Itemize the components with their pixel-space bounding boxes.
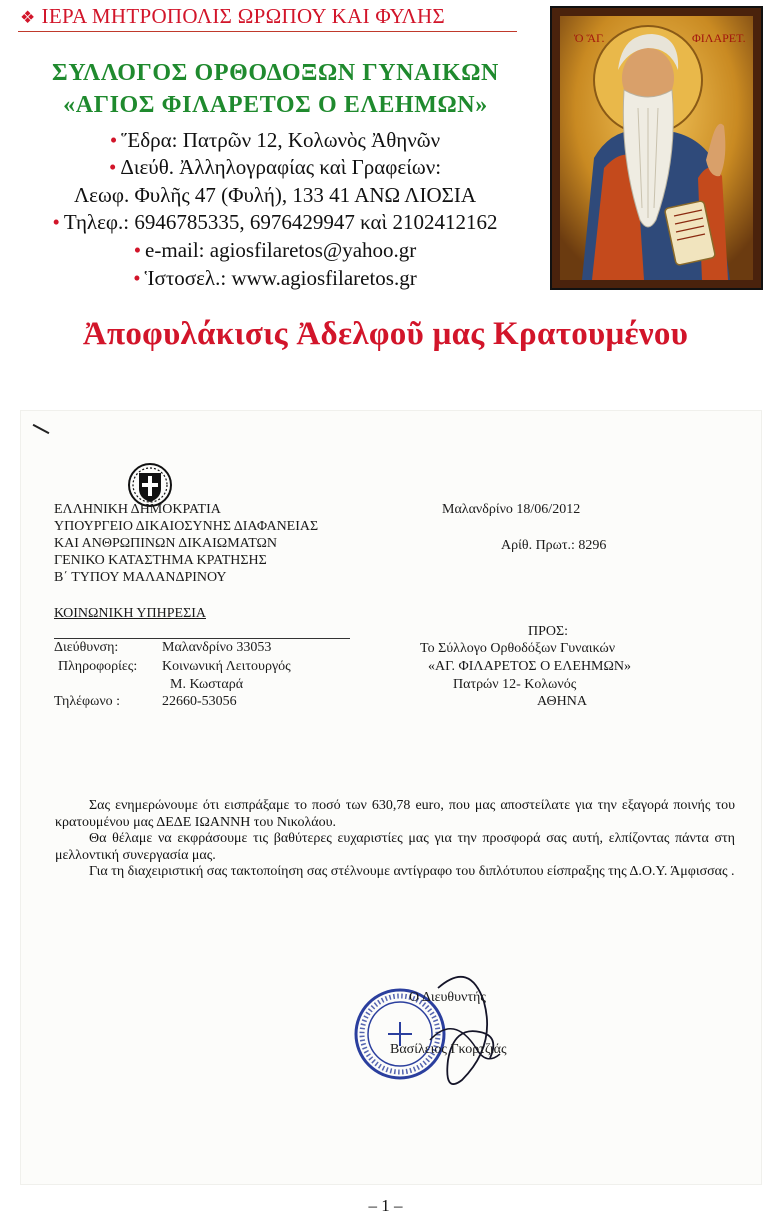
sender-line-3: ΚΑΙ ΑΝΘΡΩΠΙΝΩΝ ΔΙΚΑΙΩΜΑΤΩΝ [54, 536, 278, 551]
mail-office-label-line [0, 155, 550, 180]
association-name-line1: ΣΥΛΛΟΓΟΣ ΟΡΘΟΔΟΞΩΝ ΓΥΝΑΙΚΩΝ [52, 60, 499, 86]
icon-caption-left: Ὁ ἍΓ. [574, 31, 605, 45]
body-paragraph-2: Θα θέλαμε να εκφράσουμε τις βαθύτερες ευχαριστίες μας για την προσφορά σας αυτή, ελπίζοντας πάντα στη μελλοντική συνεργασία μας. [55, 831, 735, 863]
recipient-line-3: Πατρών 12- Κολωνός [453, 677, 577, 692]
association-name-line2: «ΑΓΙΟΣ ΦΙΛΑΡΕΤΟΣ Ο ΕΛΕΗΜΩΝ» [63, 92, 488, 118]
signature-title: Ο Διευθυντής [409, 990, 486, 1005]
sender-line-1: ΕΛΛΗΝΙΚΗ ΔΗΜΟΚΡΑΤΙΑ [54, 502, 221, 517]
social-service-heading: ΚΟΙΝΩΝΙΚΗ ΥΠΗΡΕΣΙΑ [54, 606, 206, 621]
bullet-icon: • [133, 238, 142, 262]
sender-line-4: ΓΕΝΙΚΟ ΚΑΤΑΣΤΗΜΑ ΚΡΑΤΗΣΗΣ [54, 553, 267, 568]
official-stamp-and-signature [350, 962, 520, 1097]
phone-label: Τηλέφωνο : [54, 694, 121, 709]
website-line [0, 266, 550, 291]
recipient-line-1: Το Σύλλογο Ορθοδόξων Γυναικών [420, 641, 616, 656]
seat-line [0, 128, 550, 153]
icon-caption-right: ΦΙΛΑΡΕΤ. [692, 31, 746, 45]
info-value: Κοινωνική Λειτουργός [162, 659, 291, 674]
mail-office-address: Λεωφ. Φυλῆς 47 (Φυλή), 133 41 ΑΝΩ ΛΙΟΣΙΑ [73, 183, 477, 207]
sender-divider [54, 638, 350, 639]
sender-line-5: Β΄ ΤΥΠΟΥ ΜΑΛΑΝΔΡΙΝΟΥ [54, 570, 227, 585]
phones-text: Τηλεφ.: 6946785335, 6976429947 καὶ 2102412162 [63, 210, 498, 234]
address-value: Μαλανδρίνο 33053 [162, 640, 272, 655]
phones-line [0, 210, 550, 235]
address-label: Διεύθυνση: [54, 640, 119, 655]
info-label: Πληροφορίες: [58, 659, 138, 674]
place-date: Μαλανδρίνο 18/06/2012 [442, 502, 581, 517]
recipient-line-4: ΑΘΗΝΑ [537, 694, 587, 709]
mail-office-label: Διεύθ. Ἀλληλογραφίας καὶ Γραφείων: [120, 155, 442, 179]
scanned-letter [20, 410, 762, 1185]
sender-line-2: ΥΠΟΥΡΓΕΙΟ ΔΙΚΑΙΟΣΥΝΗΣ ΔΙΑΦΑΝΕΙΑΣ [54, 519, 319, 534]
body-paragraph-1: Σας ενημερώνουμε ότι εισπράξαμε το ποσό των 630,78 euro, που μας αποστείλατε για την εξαγορά ποινής του κρατουμένου μας ΔΕΔΕ ΙΩΑΝΝΗ του Νικολάου. [55, 798, 735, 830]
body-paragraph-3: Για τη διαχειριστική σας τακτοποίηση σας στέλνουμε αντίγραφο του διπλότυπου είσπραξης της Δ.Ο.Υ. Άμφισσας . [89, 864, 735, 879]
saint-icon-image [550, 6, 763, 290]
stray-mark [33, 424, 50, 434]
signature-name: Βασίλειος Γκορτζιάς [390, 1042, 507, 1057]
letter-body [55, 798, 735, 881]
email-link[interactable]: e-mail: agiosfilaretos@yahoo.gr [145, 238, 417, 262]
email-line [0, 238, 550, 263]
protocol-number: Αρίθ. Πρωτ.: 8296 [501, 538, 607, 553]
metropolis-text: ΙΕΡΑ ΜΗΤΡΟΠΟΛΙΣ ΩΡΩΠΟΥ ΚΑΙ ΦΥΛΗΣ [41, 4, 446, 28]
bullet-icon: • [133, 266, 141, 290]
bullet-icon: • [52, 210, 60, 234]
info-name: Μ. Κωσταρά [170, 677, 244, 692]
to-label: ΠΡΟΣ: [528, 624, 569, 639]
saint-philaretos-icon [552, 8, 761, 288]
recipient-line-2: «ΑΓ. ΦΙΛΑΡΕΤΟΣ Ο ΕΛΕΗΜΩΝ» [428, 659, 632, 674]
header-divider [18, 31, 517, 32]
bullet-icon: • [108, 155, 117, 179]
website-link[interactable]: Ἱστοσελ.: www.agiosfilaretos.gr [144, 266, 417, 290]
page-title: Ἀποφυλάκισις Ἀδελφοῦ μας Κρατουμένου [82, 316, 689, 352]
page-number: – 1 – [368, 1196, 403, 1215]
metropolis-heading [20, 4, 520, 29]
seat-text: Ἕδρα: Πατρῶν 12, Κολωνὸς Ἀθηνῶν [121, 128, 441, 152]
phone-value: 22660-53056 [162, 694, 237, 709]
bullet-icon: • [109, 128, 118, 152]
diamond-bullet-icon: ❖ [20, 8, 36, 27]
